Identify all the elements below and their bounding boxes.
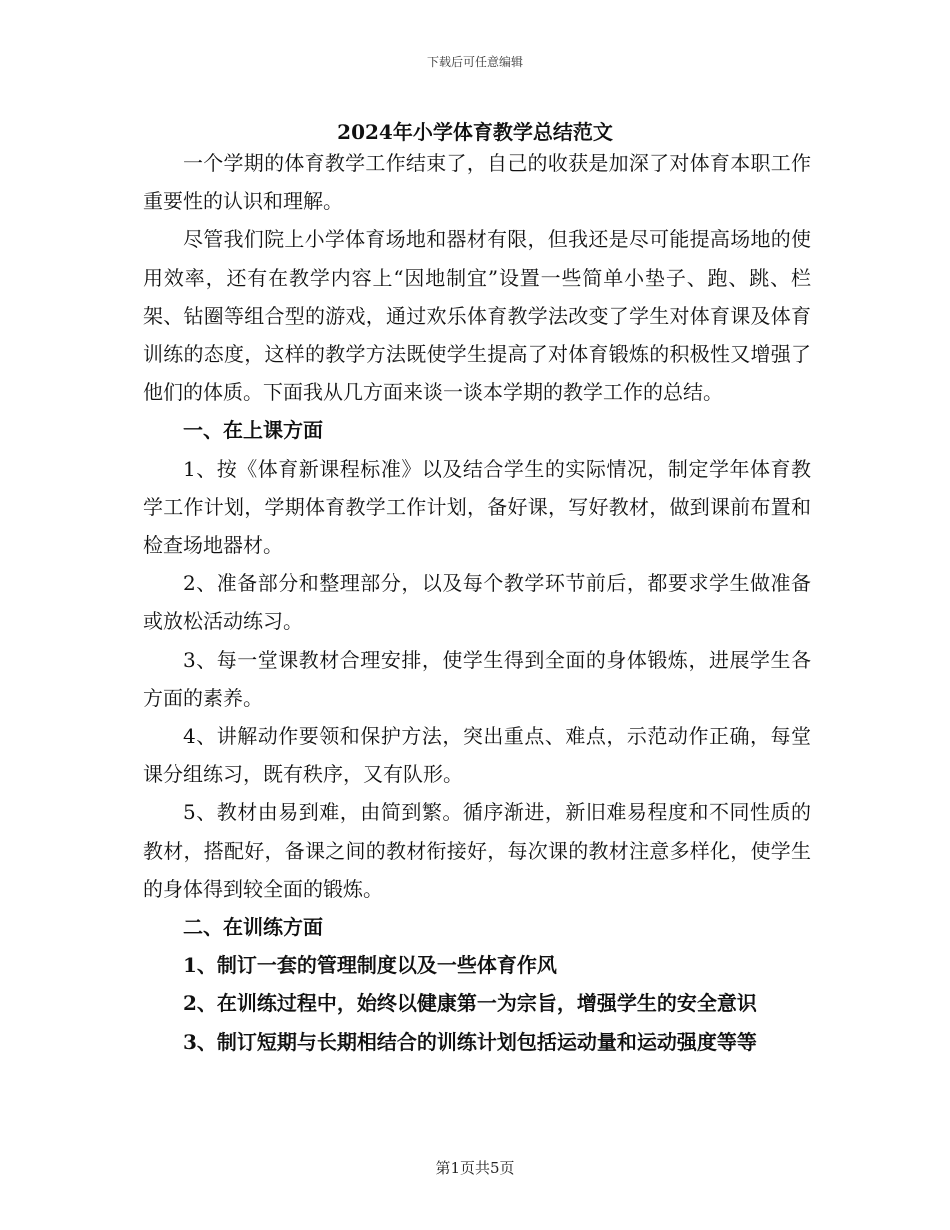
header-note: 下载后可任意编辑 (426, 55, 523, 69)
section-heading-training: 二、在训练方面 (183, 915, 323, 940)
class-item-1: 1、按《体育新课程标准》以及结合学生的实际情况，制定学年体育教学工作计划，学期体育教学工作计划，备好课，写好教材，做到课前布置和检查场地器材。 (143, 456, 811, 558)
page-number: 第1页共5页 (435, 1159, 515, 1177)
class-item-5: 5、教材由易到难，由简到繁。循序渐进，新旧难易程度和不同性质的教材，搭配好，备课之间的教材衔接好，每次课的教材注意多样化，使学生的身体得到较全面的锻炼。 (143, 800, 811, 901)
training-item-3: 3、制订短期与长期相结合的训练计划包括运动量和运动强度等等 (183, 1029, 757, 1054)
class-item-4: 4、讲解动作要领和保护方法，突出重点、难点，示范动作正确，每堂课分组练习，既有秩序，又有队形。 (143, 724, 811, 787)
section-heading-class: 一、在上课方面 (183, 418, 323, 443)
class-item-2: 2、准备部分和整理部分，以及每个教学环节前后，都要求学生做准备或放松活动练习。 (143, 571, 811, 634)
training-item-2: 2、在训练过程中，始终以健康第一为宗旨，增强学生的安全意识 (183, 991, 757, 1016)
class-item-3: 3、每一堂课教材合理安排，使学生得到全面的身体锻炼，进展学生各方面的素养。 (143, 647, 811, 710)
paragraph-intro: 一个学期的体育教学工作结束了，自己的收获是加深了对体育本职工作重要性的认识和理解。 (143, 151, 811, 214)
training-item-1: 1、制订一套的管理制度以及一些体育作风 (183, 953, 557, 978)
document-title: 2024年小学体育教学总结范文 (337, 120, 613, 144)
document-body (143, 144, 811, 1061)
paragraph-context: 尽管我们院上小学体育场地和器材有限，但我还是尽可能提高场地的使用效率，还有在教学内容上“因地制宜”设置一些简单小垫子、跑、跳、栏架、钻圈等组合型的游戏，通过欢乐体育教学法改变了学生对体育课及体育训练的态度，这样的教学方法既使学生提高了对体育锻炼的积极性又增强了他们的体质。下面我从几方面来谈一谈本学期的教学工作的总结。 (143, 227, 811, 405)
